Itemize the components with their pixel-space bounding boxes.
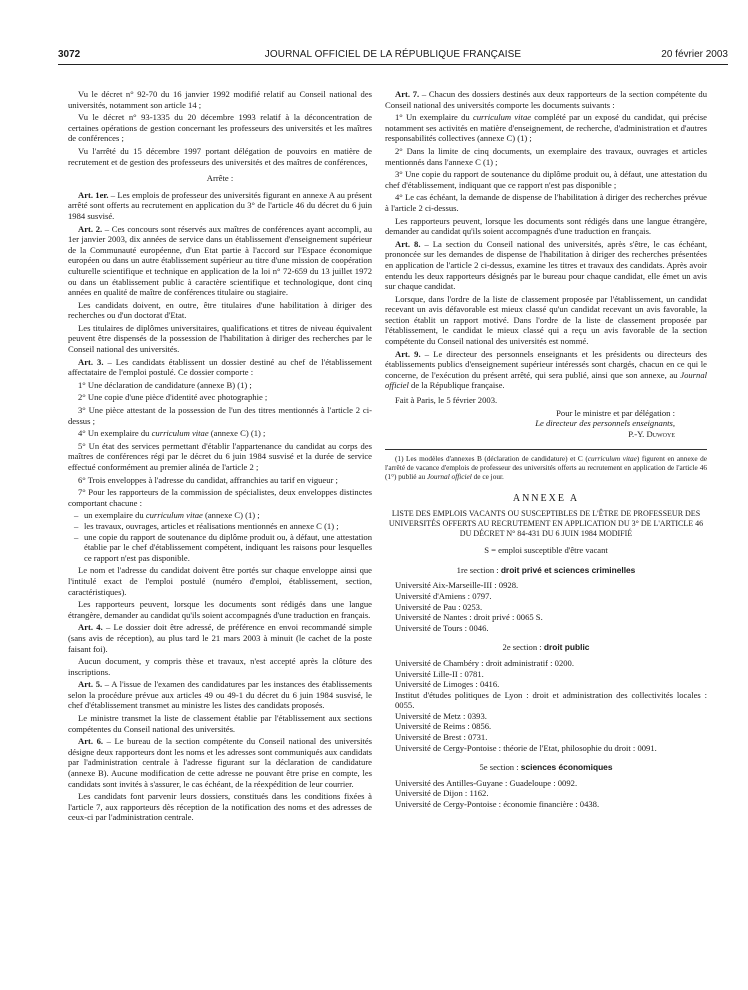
signature-delegation: Pour le ministre et par délégation : <box>556 407 675 418</box>
right-column <box>385 89 707 810</box>
list-item: Université de Dijon : 1162. <box>395 788 489 799</box>
list-item: Université de Pau : 0253. <box>395 601 483 612</box>
list-item: Université Lille-II : 0781. <box>395 668 484 679</box>
list-item: Université de Limoges : 0416. <box>395 679 500 690</box>
annex-subtitle: LISTE DES EMPLOIS VACANTS OU SUSCEPTIBLES DE L'ÊTRE DE PROFESSEUR DES UNIVERSITÉS OFFERTS AU RECRUTEMENT EN APPLICATION DU 3° DE L'ARTICLE 46 DU DÉCRET N° 84-431 DU 6 JUIN 1984 MODIFIÉ <box>388 509 704 538</box>
article-1: Art. 1er. – Les emplois de professeur des universités figurant en annexe A au présent arrêté sont offerts au recrutement en application du 3° de l'article 46 du décret du 6 juin 1984 susvisé. <box>68 189 372 221</box>
signature-name: P.-Y. Duwoye <box>628 428 675 439</box>
article-5: Art. 5. – A l'issue de l'examen des candidatures par les instances des établissements selon la procédure prévue aux articles 49 ou 49-1 du décret du 6 juin 1984 susvisé, le chef d'établissement transmet au ministre les listes des candidats proposés. <box>68 679 372 711</box>
list-item: Université de Brest : 0731. <box>395 732 488 743</box>
article-7-label: Art. 7. <box>395 89 420 99</box>
article-4: Art. 4. – Le dossier doit être adressé, de préférence en envoi recommandé simple (sans avis de réception), au plus tard le 21 mars 2003 à minuit (le cachet de la poste faisant foi). <box>68 622 372 654</box>
annex-section-1 <box>385 565 707 634</box>
article-8-label: Art. 8. <box>395 238 421 249</box>
article-8-para-2: Lorsque, dans l'ordre de la liste de classement proposée par l'établissement, un candidat recevant un avis défavorable est mieux classé qu'un candidat recevant un avis favorable, la section établit un rapport motivé. Dans l'ordre de la liste de classement proposée par l'établissement, le candidat le mieux classé qui a reçu un avis favorable de la section compétente du Conseil national des universités est nommé. <box>385 293 707 347</box>
annex-section-2 <box>385 642 707 753</box>
article-6-label: Art. 6. <box>78 736 104 747</box>
visa-1: Vu le décret n° 92-70 du 16 janvier 1992 modifié relatif au Conseil national des universités, notamment son article 14 ; <box>68 89 372 110</box>
article-3: Art. 3. – Les candidats établissent un dossier destiné au chef de l'établissement affectataire de l'emploi postulé. Ce dossier comporte : <box>68 356 372 378</box>
article-8: Art. 8. – La section du Conseil national des universités, après s'être, le cas échéant, prononcée sur les demandes de dispense de l'habilitation à diriger des recherches présentées en application de l'article 2 ci-dessus, examine les titres et travaux des candidats. Après avoir entendu les deux rapporteurs désignés par le bureau pour chaque candidat, elle émet un avis sur chaque candidat. <box>385 238 707 292</box>
list-item: Université des Antilles-Guyane : Guadeloupe : 0092. <box>395 777 578 788</box>
annex-legend: S = emploi susceptible d'être vacant <box>484 545 608 556</box>
article-3-item-5: 5° Un état des services permettant d'établir l'appartenance du candidat au corps des maîtres de conférences régi par le décret du 6 juin 1984 susvisé et la durée de service effectué conformément au premier alinéa de l'article 2 ; <box>68 440 372 472</box>
issue-date: 20 février 2003 <box>661 49 728 60</box>
article-3-label: Art. 3. <box>78 356 104 367</box>
visa-3: Vu l'arrêté du 15 décembre 1997 portant délégation de pouvoirs en matière de recrutement et de gestion des professeurs des universités et des maîtres de conférences, <box>68 145 372 167</box>
list-item: Université de Tours : 0046. <box>395 622 489 633</box>
envelope-contents-list <box>68 510 372 563</box>
article-2-para-2: Les candidats doivent, en outre, être titulaires d'une habilitation à diriger des recherches ou d'un doctorat d'Etat. <box>68 299 372 321</box>
article-3-item-7: 7° Pour les rapporteurs de la commission de spécialistes, deux enveloppes distinctes comportant chacune : <box>68 487 372 508</box>
article-7-item-4: 4° Le cas échéant, la demande de dispense de l'habilitation à diriger des recherches prévue à l'article 2 ci-dessus. <box>385 192 707 213</box>
article-6-para-2: Les candidats font parvenir leurs dossiers, constitués dans les conditions fixées à l'article 7, aux rapporteurs dès réception de la notification des noms et des adresses de ceux-ci par l'administration centrale. <box>68 791 372 823</box>
article-3-item-3: 3° Une pièce attestant de la possession de l'un des titres mentionnés à l'article 2 ci-dessus ; <box>68 405 372 426</box>
article-4-label: Art. 4. <box>78 622 103 633</box>
article-4-para-2: Aucun document, y compris thèse et travaux, n'est accepté après la clôture des inscriptions. <box>68 656 372 677</box>
section-heading: 1re section : droit privé et sciences criminelles <box>456 564 636 575</box>
article-6: Art. 6. – Le bureau de la section compétente du Conseil national des universités désigne deux rapporteurs dont les noms et les adresses sont communiqués aux candidats par l'administration centrale à l'adresse figurant sur la déclaration de candidature (annexe B). Aucune modification de cette adresse ne pouvant être prise en compte, les candidats sont invités à s'assurer, le cas échéant, de la réexpédition de leur courrier. <box>68 736 373 789</box>
signature-place-date: Fait à Paris, le 5 février 2003. <box>395 395 498 406</box>
section-heading: 5e section : sciences économiques <box>479 762 613 773</box>
visa-2: Vu le décret n° 93-1335 du 20 décembre 1993 relatif à la déconcentration de certaines opérations de gestion concernant les professeurs des universités et les maîtres de conférences ; <box>68 112 372 144</box>
article-3-item-2: 2° Une copie d'une pièce d'identité avec photographie ; <box>78 392 268 403</box>
journal-title: JOURNAL OFFICIEL DE LA RÉPUBLIQUE FRANÇAISE <box>264 49 522 60</box>
article-3-para-name: Le nom et l'adresse du candidat doivent être portés sur chaque enveloppe ainsi que l'intitulé exact de l'emploi postulé (numéro d'emploi, établissement, section, caractéristiques). <box>68 565 372 597</box>
article-5-label: Art. 5. <box>78 679 103 690</box>
article-9: Art. 9. – Le directeur des personnels enseignants et les présidents ou directeurs des établissements publics d'enseignement supérieur intéressés sont chargés, chacun en ce qui le concerne, de l'exécution du présent arrêté, qui sera publié, ainsi que son annexe, au Journal officiel de la République française. <box>385 348 707 391</box>
article-7-item-3: 3° Une copie du rapport de soutenance du diplôme produit ou, à défaut, une attestation du chef d'établissement, indiquant que ce rapport n'est pas disponible ; <box>385 169 707 190</box>
list-item: Institut d'études politiques de Lyon : droit et administration des collectivités locales : 0055. <box>395 689 707 711</box>
list-item: Université de Cergy-Pontoise : économie financière : 0438. <box>395 799 600 810</box>
list-item: Université de Nantes : droit privé : 0065 S. <box>395 612 543 623</box>
list-item: Université de Cergy-Pontoise : théorie de l'Etat, philosophie du droit : 0091. <box>395 742 657 753</box>
list-item: – une copie du rapport de soutenance du diplôme produit ou, à défaut, une attestation établie par le chef d'établissement compétent, indiquant les raisons pour lesquelles ce rapport n'est pas disponible. <box>84 532 372 564</box>
article-3-para-rapporteurs: Les rapporteurs peuvent, lorsque les documents sont rédigés dans une langue étrangère, demander au candidat qu'ils soient accompagnés d'une traduction en français. <box>68 599 372 620</box>
article-5-para-2: Le ministre transmet la liste de classement établie par l'établissement aux sections compétentes du Conseil national des universités. <box>68 713 372 734</box>
list-item: Université Aix-Marseille-III : 0928. <box>395 580 519 591</box>
footnote-rule <box>385 449 707 450</box>
page-header <box>58 49 728 65</box>
header-rule <box>58 64 728 65</box>
arrete-heading: Arrête : <box>206 173 234 184</box>
article-3-item-6: 6° Trois enveloppes à l'adresse du candidat, affranchies au tarif en vigueur ; <box>78 474 338 485</box>
list-item: Université de Metz : 0393. <box>395 710 487 721</box>
article-2-para-3: Les titulaires de diplômes universitaires, qualifications et titres de niveau équivalent peuvent être dispensés de la possession de l'habilitation à diriger des recherches par le Conseil national des universités. <box>68 322 372 355</box>
article-7-item-1: 1° Un exemplaire du curriculum vitae complété par un exposé du candidat, qui précise notamment ses activités en matière d'enseignement, de recherche, d'administration et d'autres responsabilités collectives (annexe C) (1) ; <box>385 112 707 144</box>
article-7: Art. 7. – Chacun des dossiers destinés aux deux rapporteurs de la section compétente du Conseil national des universités comporte les documents suivants : <box>385 89 708 110</box>
article-2: Art. 2. – Ces concours sont réservés aux maîtres de conférences ayant accompli, au 1er janvier 2003, dix années de service dans un établissement d'enseignement supérieur de la Communauté européenne, d'un Etat partie à l'accord sur l'Espace économique européen ou dans un autre établissement supérieur au titre d'une mission de coopération culturelle scientifique et technique en application de la loi n° 72-659 du 13 juillet 1972 ou dans un établissement public à caractère scientifique et technologique, dont cinq années en qualité de maître de conférences titulaire ou stagiaire. <box>68 223 372 298</box>
article-2-label: Art. 2. <box>78 223 103 234</box>
page-number: 3072 <box>58 49 81 60</box>
article-3-item-4: 4° Un exemplaire du curriculum vitae (annexe C) (1) ; <box>78 428 266 439</box>
article-1-label: Art. 1er. <box>78 189 109 200</box>
section-heading: 2e section : droit public <box>502 642 590 653</box>
signature-title: Le directeur des personnels enseignants, <box>535 418 675 429</box>
list-item: – un exemplaire du curriculum vitae (annexe C) (1) ; <box>84 510 372 521</box>
left-column <box>68 89 372 825</box>
article-9-label: Art. 9. <box>395 348 421 359</box>
article-7-item-2: 2° Dans la limite de cinq documents, un exemplaire des travaux, ouvrages et articles mentionnés dans l'annexe C (1) ; <box>385 145 707 167</box>
list-item: Université d'Amiens : 0797. <box>395 590 492 601</box>
list-item: Université de Chambéry : droit administratif : 0200. <box>395 657 575 668</box>
footnote: (1) Les modèles d'annexes B (déclaration de candidature) et C (curriculum vitae) figurent en annexe de l'arrêté de vacance d'emplois de professeur des universités offerts au recrutement en application de l'article 46 (1°) publié au Journal officiel de ce jour. <box>385 454 707 481</box>
list-item: – les travaux, ouvrages, articles et réalisations mentionnés en annexe C (1) ; <box>84 521 372 532</box>
annex-section-5 <box>385 762 707 809</box>
list-item: Université de Reims : 0856. <box>395 721 492 732</box>
article-3-item-1: 1° Une déclaration de candidature (annexe B) (1) ; <box>78 379 252 390</box>
annex-title: ANNEXE A <box>512 492 580 504</box>
article-7-para-rapporteurs: Les rapporteurs peuvent, lorsque les documents sont rédigés dans une langue étrangère, demander au candidat qu'ils soient accompagnés d'une traduction en français. <box>385 215 707 237</box>
